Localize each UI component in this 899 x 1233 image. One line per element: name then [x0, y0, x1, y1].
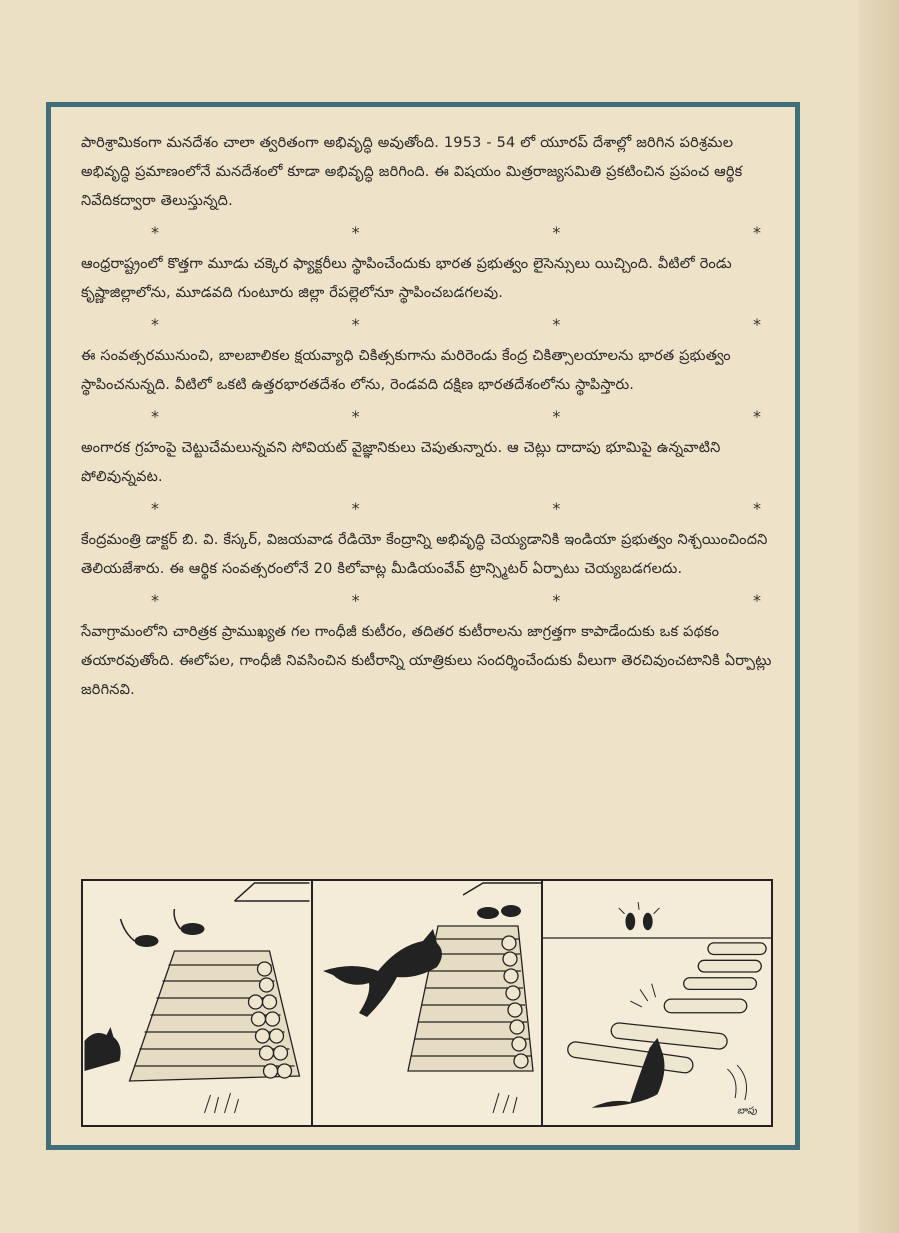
separator-row	[81, 308, 781, 342]
separator-star: *	[552, 591, 561, 610]
page-edge	[859, 0, 899, 1233]
news-frame	[46, 102, 800, 1150]
separator-star: *	[151, 591, 159, 610]
separator-star: *	[151, 407, 159, 426]
separator-row	[81, 584, 781, 618]
artist-signature: బాపు	[737, 1105, 757, 1117]
separator-row	[81, 400, 781, 434]
separator-star: *	[351, 591, 360, 610]
separator-star: *	[351, 315, 360, 334]
news-item-mars: అంగారక గ్రహంపై చెట్టుచేమలున్నవని సోవియట్ వైజ్ఞానికులు చెపుతున్నారు. ఆ చెట్లు దాదాపు భూమిపై ఉన్నవాటిని పోలివున్నవట.	[81, 440, 721, 485]
separator-star: *	[351, 223, 360, 242]
comic-panel-2-drawing	[313, 881, 541, 1125]
separator-star: *	[752, 499, 761, 518]
separator-row	[81, 216, 781, 250]
separator-star: *	[552, 223, 561, 242]
news-item-industry: పారిశ్రామికంగా మనదేశం చాలా త్వరితంగా అభివృద్ధి అవుతోంది. 1953 - 54 లో యూరప్ దేశాల్లో జరిగిన పరిశ్రమల అభివృద్ధి ప్రమాణంలోనే మనదేశంలో కూడా అభివృద్ధి జరిగింది. ఈ విషయం మిత్రరాజ్యసమితి ప్రకటించిన ప్రపంచ ఆర్థిక నివేదికద్వారా తెలుస్తున్నది.	[81, 135, 743, 209]
separator-star: *	[151, 315, 159, 334]
separator-star: *	[151, 499, 159, 518]
separator-star: *	[552, 407, 561, 426]
separator-star: *	[752, 315, 761, 334]
comic-panel-1-drawing	[83, 881, 311, 1125]
comic-strip	[81, 879, 773, 1127]
separator-star: *	[752, 407, 761, 426]
news-item-radio: కేంద్రమంత్రి డాక్టర్ బి. వి. కేస్కర్, విజయవాడ రేడియో కేంద్రాన్ని అభివృద్ధి చెయ్యడానికి ఇండియా ప్రభుత్వం నిశ్చయించిందని తెలియజేశారు. ఈ ఆర్థిక సంవత్సరంలోనే 20 కిలోవాట్ల మీడియంవేవ్ ట్రాన్స్మిటర్ ఏర్పాటు చెయ్యబడగలదు.	[81, 532, 768, 577]
separator-star: *	[351, 499, 360, 518]
separator-star: *	[552, 315, 561, 334]
separator-star: *	[351, 407, 360, 426]
news-item-sugar-factories: ఆంధ్రరాష్ట్రంలో కొత్తగా మూడు చక్కెర ఫ్యాక్టరీలు స్థాపించేందుకు భారత ప్రభుత్వం లైసెన్సులు యిచ్చింది. వీటిలో రెండు కృష్ణాజిల్లాలోను, మూడవది గుంటూరు జిల్లా రేపల్లెలోనూ స్థాపించబడగలవు.	[81, 256, 732, 301]
separator-star: *	[752, 591, 761, 610]
comic-panel-2	[313, 881, 543, 1125]
comic-panel-1	[83, 881, 313, 1125]
separator-star: *	[552, 499, 561, 518]
comic-panel-3-drawing	[543, 881, 771, 1125]
news-item-sevagram: సేవాగ్రామంలోని చారిత్రక ప్రాముఖ్యత గల గాంధీజీ కుటీరం, తదితర కుటీరాలను జాగ్రత్తగా కాపాడేందుకు ఒక పథకం తయారవుతోంది. ఈలోపల, గాంధీజీ నివసించిన కుటీరాన్ని యాత్రికులు సందర్శించేందుకు వీలుగా తెరచివుంచటానికి ఏర్పాట్లు జరిగినవి.	[81, 624, 772, 698]
separator-row	[81, 492, 781, 526]
news-item-tb-centres: ఈ సంవత్సరమునుంచి, బాలబాలికల క్షయవ్యాధి చికిత్సకుగాను మరిరెండు కేంద్ర చికిత్సాలయాలను భారత ప్రభుత్వం స్థాపించనున్నది. వీటిలో ఒకటి ఉత్తరభారతదేశం లోను, రెండవది దక్షిణ భారతదేశంలోను స్థాపిస్తారు.	[81, 348, 731, 393]
news-column	[81, 129, 781, 705]
separator-star: *	[151, 223, 159, 242]
comic-panel-3	[543, 881, 771, 1125]
separator-star: *	[752, 223, 761, 242]
